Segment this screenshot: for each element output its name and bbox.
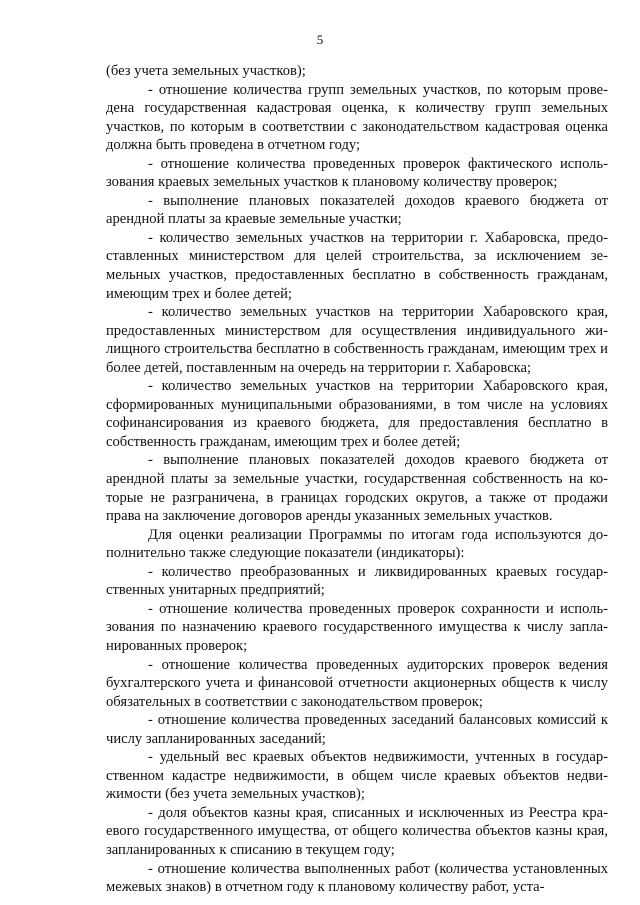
paragraph: - отношение количества выполненных работ (количества установленных межевых знаков) в отчетном году к плановому количеству работ, уста- (106, 860, 608, 896)
paragraph: - количество земельных участков на территории Хабаровского края, предоставленных министерством для осуществления индивидуального жилищного строительства бесплатно в собственность гражданам, имеющим трех и более детей, поставленным на очередь на территории г. Хабаровска; (106, 304, 608, 376)
paragraph: - количество земельных участков на территории г. Хабаровска, предоставленных министерством для целей строительства, за исключением земельных участков, предоставленных бесплатно в собственность гражданам, имеющим трех и более детей; (106, 229, 608, 302)
page-number: 5 (316, 32, 324, 47)
paragraph: - удельный вес краевых объектов недвижимости, учтенных в государственном кадастре недвижимости, в общем числе краевых объектов недвижимости (без учета земельных участков); (106, 749, 608, 803)
paragraph: - выполнение плановых показателей доходов краевого бюджета от арендной платы за земельные участки, государственная собственность на которые не разграничена, в границах городских округов, а также от продажи права на заключение договоров аренды указанных земельных участков. (106, 452, 608, 525)
paragraph: - отношение количества групп земельных участков, по которым проведена государственная кадастровая оценка, к количеству групп земельных участков, по которым в соответствии с законодательством кадастровая оценка должна быть проведена в отчетном году; (106, 81, 608, 154)
body-text (106, 62, 608, 897)
paragraph: - отношение количества проведенных проверок сохранности и использования по назначению краевого государственного имущества к числу запланированных проверок; (106, 600, 608, 654)
paragraph: - отношение количества проведенных аудиторских проверок ведения бухгалтерского учета и финансовой отчетности акционерных обществ к числу обязательных в соответствии с законодательством проверок; (106, 656, 608, 710)
paragraph: - количество земельных участков на территории Хабаровского края, сформированных муниципальными образованиями, в том числе на условиях софинансирования из краевого бюджета, для предоставления бесплатно в собственность гражданам, имеющим трех и более детей; (106, 378, 608, 450)
paragraph: Для оценки реализации Программы по итогам года используются дополнительно также следующие показатели (индикаторы): (106, 526, 608, 562)
paragraph: - отношение количества проведенных проверок фактического использования краевых земельных участков к плановому количеству проверок; (106, 155, 608, 191)
paragraph: - выполнение плановых показателей доходов краевого бюджета от арендной платы за краевые земельные участки; (106, 192, 608, 228)
paragraph: - отношение количества проведенных заседаний балансовых комиссий к числу запланированных заседаний; (106, 712, 608, 747)
paragraph-continuation: (без учета земельных участков); (106, 63, 306, 79)
paragraph: - количество преобразованных и ликвидированных краевых государственных унитарных предприятий; (106, 563, 608, 599)
paragraph: - доля объектов казны края, списанных и исключенных из Реестра краевого государственного имущества, от общего количества объектов казны края, запланированных к списанию в текущем году; (106, 804, 608, 858)
